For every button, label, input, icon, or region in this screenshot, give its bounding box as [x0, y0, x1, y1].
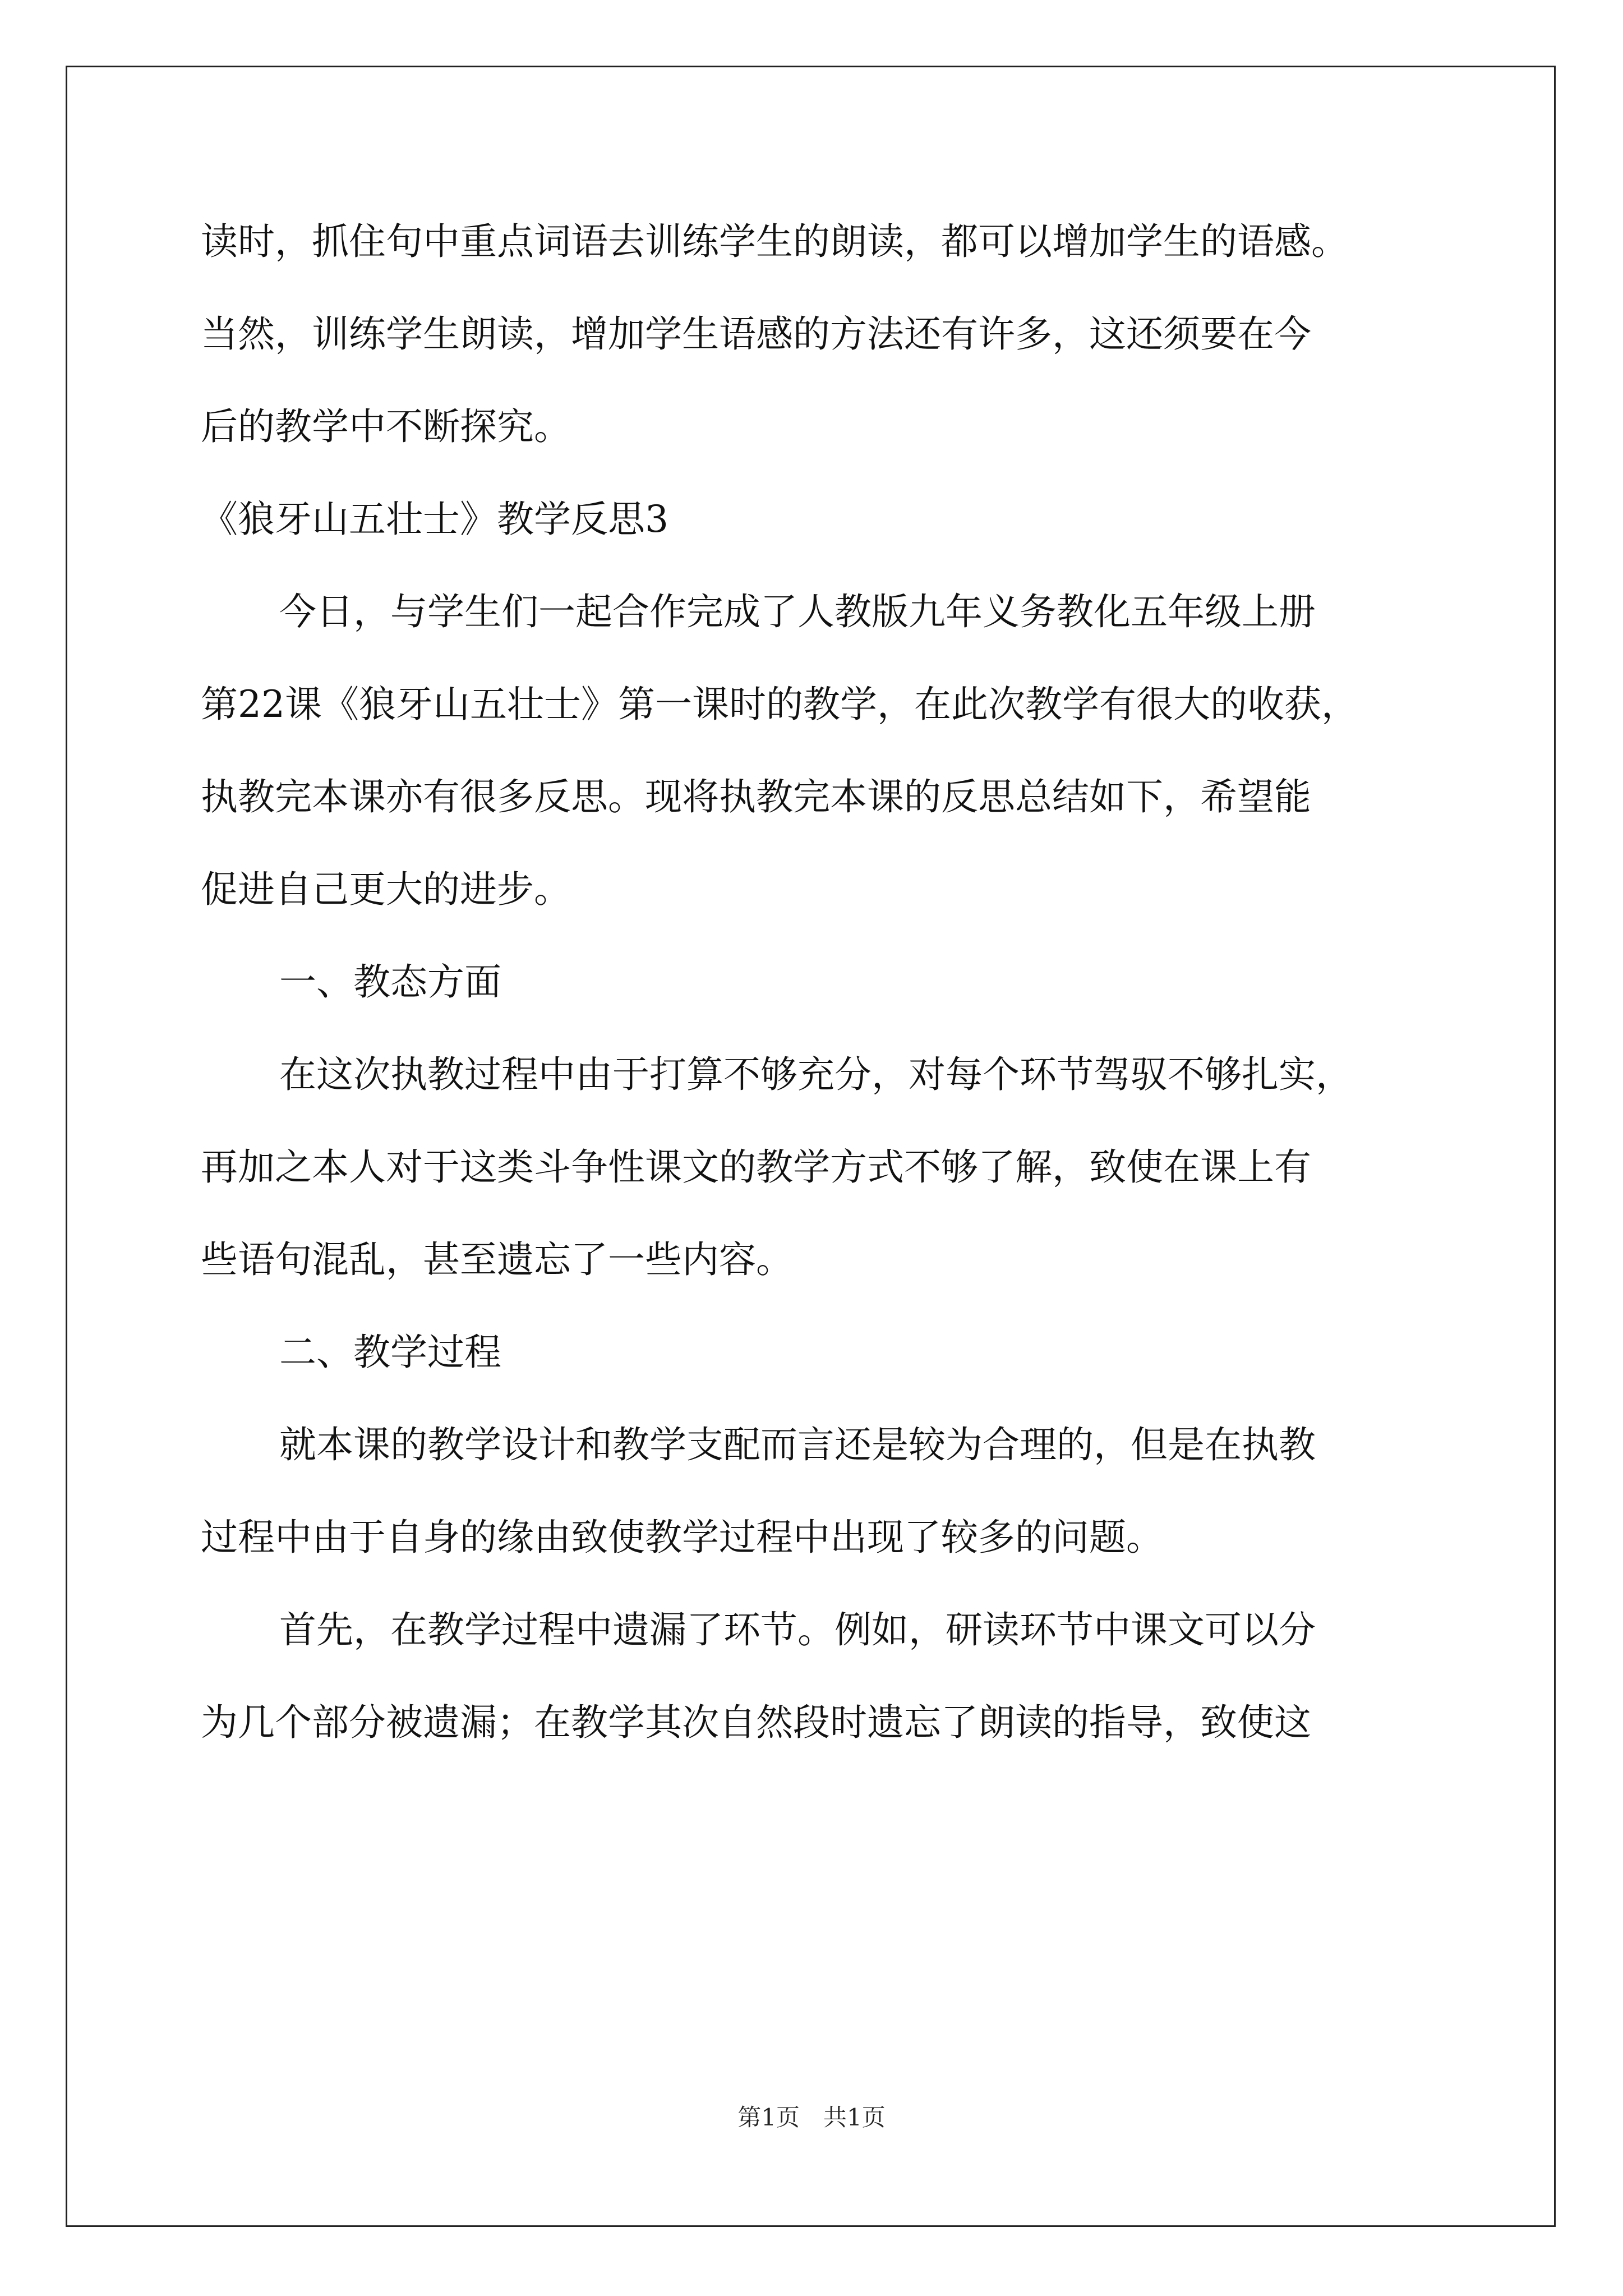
- paragraph-start: 今日，与学生们一起合作完成了人教版九年义务教化五年级上册: [279, 590, 1316, 633]
- paragraph-start: 首先，在教学过程中遗漏了环节。例如，研读环节中课文可以分: [279, 1608, 1316, 1651]
- paragraph-start: 在这次执教过程中由于打算不够充分，对每个环节驾驭不够扎实，: [279, 1053, 1353, 1096]
- subheading: 一、教态方面: [279, 960, 501, 1004]
- text-line: 再加之本人对于这类斗争性课文的教学方式不够了解，致使在课上有: [201, 1145, 1311, 1189]
- text-line: 第22课《狼牙山五壮士》第一课时的教学，在此次教学有很大的收获，: [201, 683, 1358, 726]
- document-body: [201, 195, 1463, 1769]
- paragraph-start: 就本课的教学设计和教学支配而言还是较为合理的，但是在执教: [279, 1423, 1316, 1466]
- text-line: 为几个部分被遗漏；在教学其次自然段时遗忘了朗读的指导，致使这: [201, 1701, 1311, 1744]
- section-title: 《狼牙山五壮士》教学反思3: [201, 498, 668, 541]
- text-line: 当然，训练学生朗读，增加学生语感的方法还有许多，这还须要在今: [201, 312, 1311, 356]
- text-line: 过程中由于自身的缘由致使教学过程中出现了较多的问题。: [201, 1516, 1163, 1559]
- text-line: 些语句混乱，甚至遗忘了一些内容。: [201, 1238, 793, 1281]
- text-line: 读时，抓住句中重点词语去训练学生的朗读，都可以增加学生的语感。: [201, 220, 1348, 263]
- text-line: 后的教学中不断探究。: [201, 405, 571, 448]
- page-number: 第1页 共1页: [737, 2104, 886, 2131]
- subheading: 二、教学过程: [279, 1331, 501, 1374]
- text-line: 促进自己更大的进步。: [201, 868, 571, 911]
- text-line: 执教完本课亦有很多反思。现将执教完本课的反思总结如下，希望能: [201, 775, 1311, 818]
